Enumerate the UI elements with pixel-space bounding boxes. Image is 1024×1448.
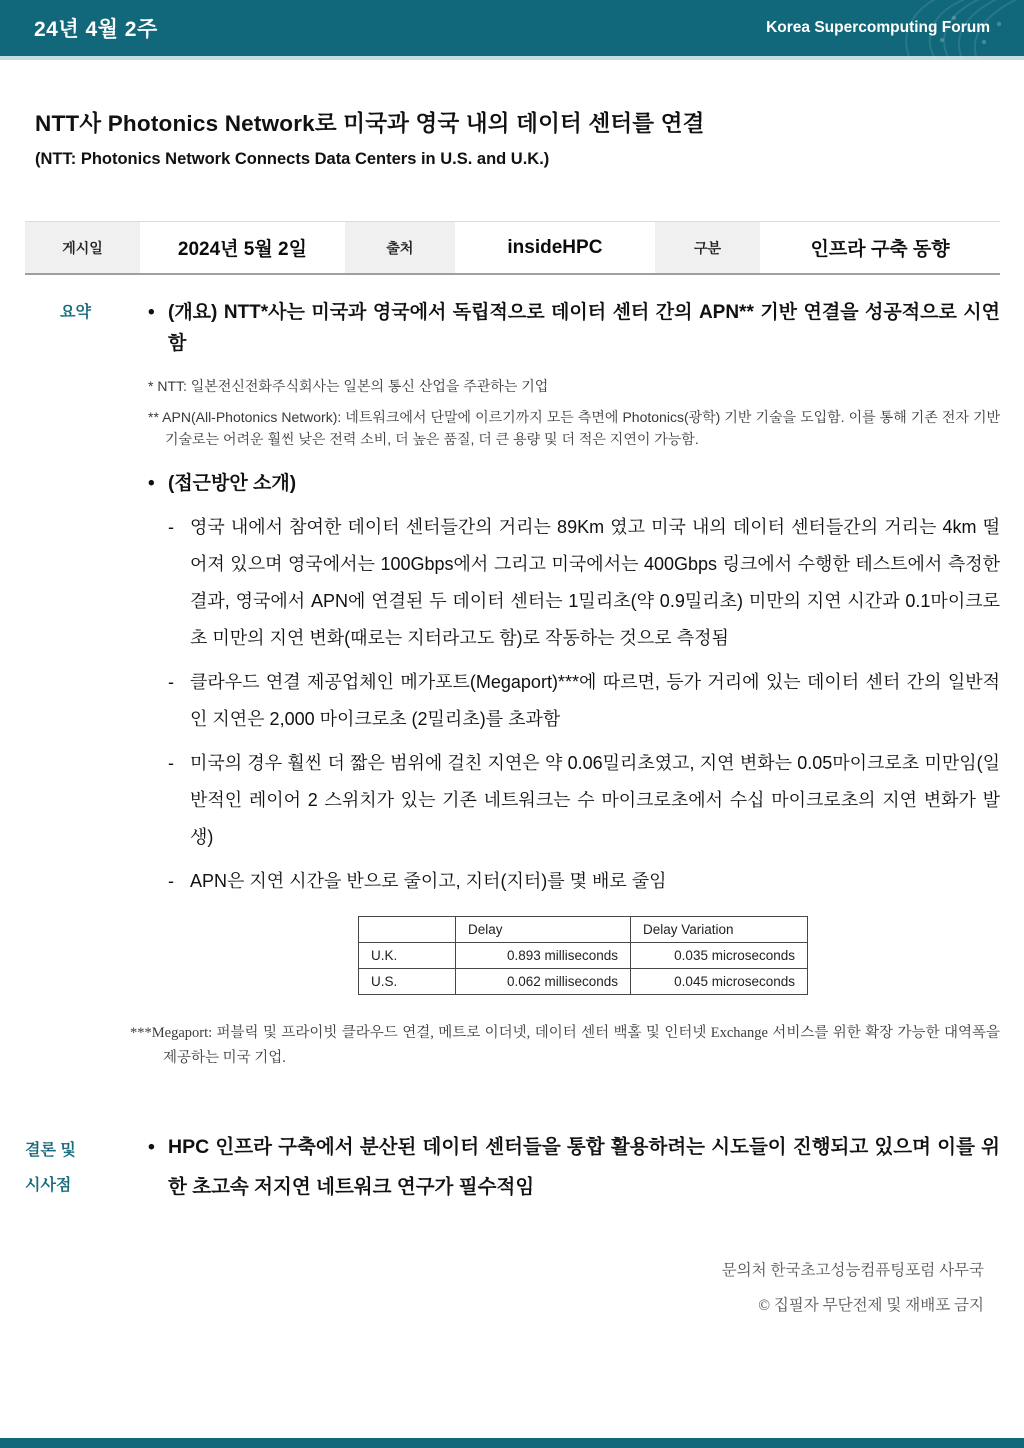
- table-header-delay-variation: Delay Variation: [631, 917, 808, 943]
- page-footer: [0, 1253, 1024, 1323]
- approach-sub-list: [168, 509, 1000, 900]
- sub-item-text: APN은 지연 시간을 반으로 줄이고, 지터(지터)를 몇 배로 줄임: [190, 871, 667, 891]
- conclusion-section: [25, 1127, 1000, 1207]
- bottom-accent-bar: [0, 1438, 1024, 1448]
- table-header-row: [359, 917, 808, 943]
- sub-item-text: 영국 내에서 참여한 데이터 센터들간의 거리는 89Km 였고 미국 내의 데이터 센터들간의 거리는 4km 떨어져 있으며 영국에서는 100Gbps에서 그리고 미국에서는 400Gbps 링크에서 수행한 테스트에서 측정한 결과, 영국에서 APN에 연결된 두 데이터 센터는 1밀리초(약 0.9밀리초) 미만의 지연 시간과 0.1마이크로초 미만의 지연 변화(때로는 지터라고도 함)로 작동하는 것으로 측정됨: [190, 517, 1000, 648]
- article-title: NTT사 Photonics Network로 미국과 영국 내의 데이터 센터를 연결: [35, 111, 705, 136]
- conclusion-bullet: • HPC 인프라 구축에서 분산된 데이터 센터들을 통합 활용하려는 시도들이 진행되고 있으며 이를 위한 초고속 저지연 네트워크 연구가 필수적임: [148, 1127, 1000, 1207]
- list-item: [168, 863, 1000, 900]
- footnote-apn: ** APN(All-Photonics Network): 네트워크에서 단말에 이르기까지 모든 측면에 Photonics(광학) 기반 기술을 도입함. 이를 통해 기존 전자 기반 기술로는 어려운 훨씬 낮은 전력 소비, 더 높은 품질, 더 큰 용량 및 더 적은 지연이 가능함.: [148, 409, 1000, 447]
- meta-value-source: insideHPC: [455, 222, 655, 273]
- top-header-bar: [0, 0, 1024, 60]
- dash-bullet-icon: [168, 509, 190, 657]
- approach-bullet: • (접근방안 소개): [148, 468, 1000, 499]
- overview-bullet: • (개요) NTT*사는 미국과 영국에서 독립적으로 데이터 센터 간의 APN** 기반 연결을 성공적으로 시연함: [148, 297, 1000, 359]
- dash-bullet-icon: [168, 745, 190, 856]
- footnote-ntt: * NTT: 일본전신전화주식회사는 일본의 통신 산업을 주관하는 기업: [148, 378, 549, 394]
- table-cell-delay-variation: 0.045 microseconds: [631, 969, 808, 995]
- sub-item-text: 클라우드 연결 제공업체인 메가포트(Megaport)***에 따르면, 등가 거리에 있는 데이터 센터 간의 일반적인 지연은 2,000 마이크로초 (2밀리초)를 초과함: [190, 672, 1000, 729]
- dash-bullet-icon: [168, 664, 190, 738]
- list-item: [168, 745, 1000, 856]
- conclusion-label-line2: 시사점: [25, 1177, 72, 1194]
- table-row: [359, 969, 808, 995]
- forum-brand-label: Korea Supercomputing Forum: [766, 19, 990, 36]
- sub-item-text: 미국의 경우 훨씬 더 짧은 범위에 걸친 지연은 약 0.06밀리초였고, 지연 변화는 0.05마이크로초 미만임(일반적인 레이어 2 스위치가 있는 기존 네트워크는 수 마이크로초에서 수십 마이크로초의 지연 변화가 발생): [190, 753, 1000, 847]
- table-header-delay: Delay: [456, 917, 631, 943]
- table-cell-delay: 0.062 milliseconds: [456, 969, 631, 995]
- summary-section: [25, 297, 1000, 1071]
- delay-comparison-table: [358, 916, 808, 995]
- meta-value-date: 2024년 5월 2일: [140, 222, 345, 273]
- dash-bullet-icon: [168, 863, 190, 900]
- table-row: [359, 943, 808, 969]
- footer-contact: 문의처 한국초고성능컴퓨팅포럼 사무국: [721, 1262, 984, 1279]
- week-label: 24년 4월 2주: [34, 18, 158, 41]
- summary-body: [130, 297, 1000, 1071]
- summary-footnotes: [148, 375, 1000, 450]
- summary-section-label: 요약: [60, 304, 91, 321]
- article-subtitle: (NTT: Photonics Network Connects Data Centers in U.S. and U.K.): [35, 150, 550, 168]
- conclusion-label-line1: 결론 및: [25, 1142, 76, 1159]
- meta-value-category: 인프라 구축 동향: [760, 222, 1000, 273]
- list-item: [168, 664, 1000, 738]
- meta-label-source: 출처: [345, 222, 455, 273]
- table-cell-region: U.K.: [359, 943, 456, 969]
- footer-copyright: © 집필자 무단전제 및 재배포 금지: [758, 1297, 984, 1314]
- meta-label-date: 게시일: [25, 222, 140, 273]
- meta-label-category: 구분: [655, 222, 760, 273]
- table-cell-delay-variation: 0.035 microseconds: [631, 943, 808, 969]
- table-cell-region: U.S.: [359, 969, 456, 995]
- conclusion-body: [148, 1127, 1000, 1207]
- footnote-megaport: ***Megaport: 퍼블릭 및 프라이빗 클라우드 연결, 메트로 이더넷, 데이터 센터 백홀 및 인터넷 Exchange 서비스를 위한 확장 가능한 대역폭을 제공하는 미국 기업.: [130, 1025, 1000, 1066]
- meta-info-row: [25, 221, 1000, 275]
- table-cell-delay: 0.893 milliseconds: [456, 943, 631, 969]
- list-item: [168, 509, 1000, 657]
- table-header-empty: [359, 917, 456, 943]
- conclusion-section-label: [25, 1127, 148, 1207]
